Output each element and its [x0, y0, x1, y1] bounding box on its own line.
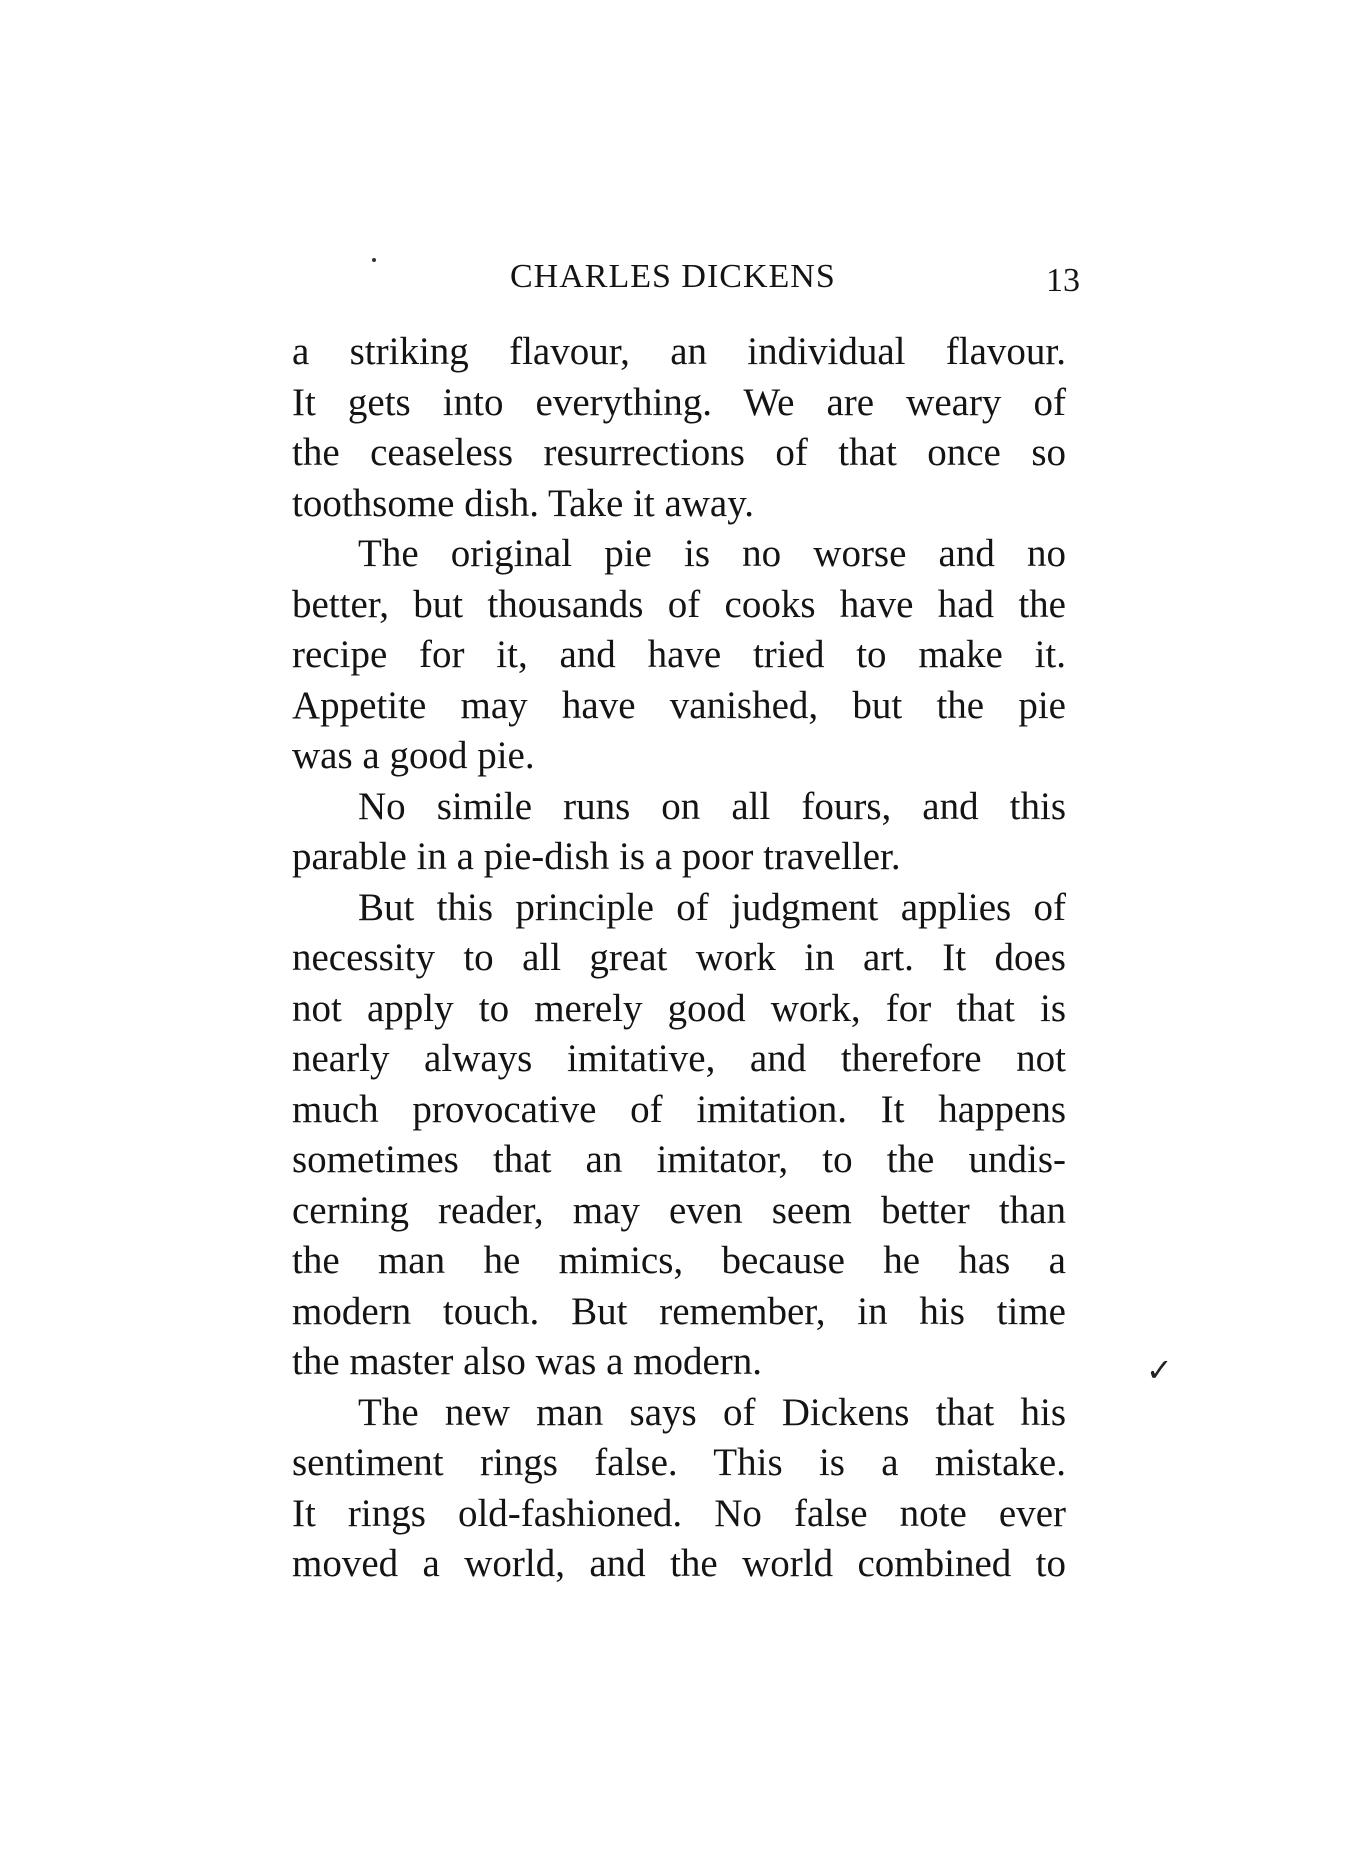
text-line: It rings old-fashioned. No false note ever [292, 1491, 1066, 1535]
body-text [292, 327, 1066, 1590]
text-line: moved a world, and the world combined to [292, 1542, 1066, 1585]
text-line: the ceaseless resurrections of that once so [292, 431, 1066, 474]
text-line: No simile runs on all fours, and this [358, 784, 1066, 828]
text-line: It gets into everything. We are weary of [292, 380, 1066, 424]
text-line: much provocative of imitation. It happens [292, 1087, 1066, 1131]
text-line: the man he mimics, because he has a [292, 1239, 1066, 1282]
page-number: 13 [1046, 262, 1080, 299]
text-line: the master also was a modern. [292, 1340, 763, 1383]
text-line: toothsome dish. Take it away. [292, 481, 754, 525]
text-line: was a good pie. [292, 734, 535, 777]
text-line: But this principle of judgment applies of [358, 885, 1066, 929]
text-line: The original pie is no worse and no [358, 532, 1066, 575]
text-line: sometimes that an imitator, to the undis- [292, 1138, 1066, 1181]
text-line: not apply to merely good work, for that is [292, 986, 1066, 1030]
text-line: The new man says of Dickens that his [358, 1390, 1066, 1434]
text-line: better, but thousands of cooks have had the [292, 582, 1066, 626]
text-line: parable in a pie-dish is a poor traveller. [292, 835, 901, 878]
text-line: a striking flavour, an individual flavour. [292, 330, 1066, 373]
text-line: sentiment rings false. This is a mistake. [292, 1441, 1066, 1484]
running-title: CHARLES DICKENS [510, 258, 836, 295]
text-line: necessity to all great work in art. It does [292, 936, 1066, 979]
margin-check-mark: ✓ [1146, 1351, 1173, 1389]
text-line: modern touch. But remember, in his time [292, 1289, 1066, 1333]
running-head [300, 252, 1080, 302]
text-line: cerning reader, may even seem better than [292, 1188, 1066, 1232]
text-line: nearly always imitative, and therefore not [292, 1037, 1066, 1080]
text-line: recipe for it, and have tried to make it. [292, 633, 1066, 676]
text-line: Appetite may have vanished, but the pie [292, 683, 1066, 727]
